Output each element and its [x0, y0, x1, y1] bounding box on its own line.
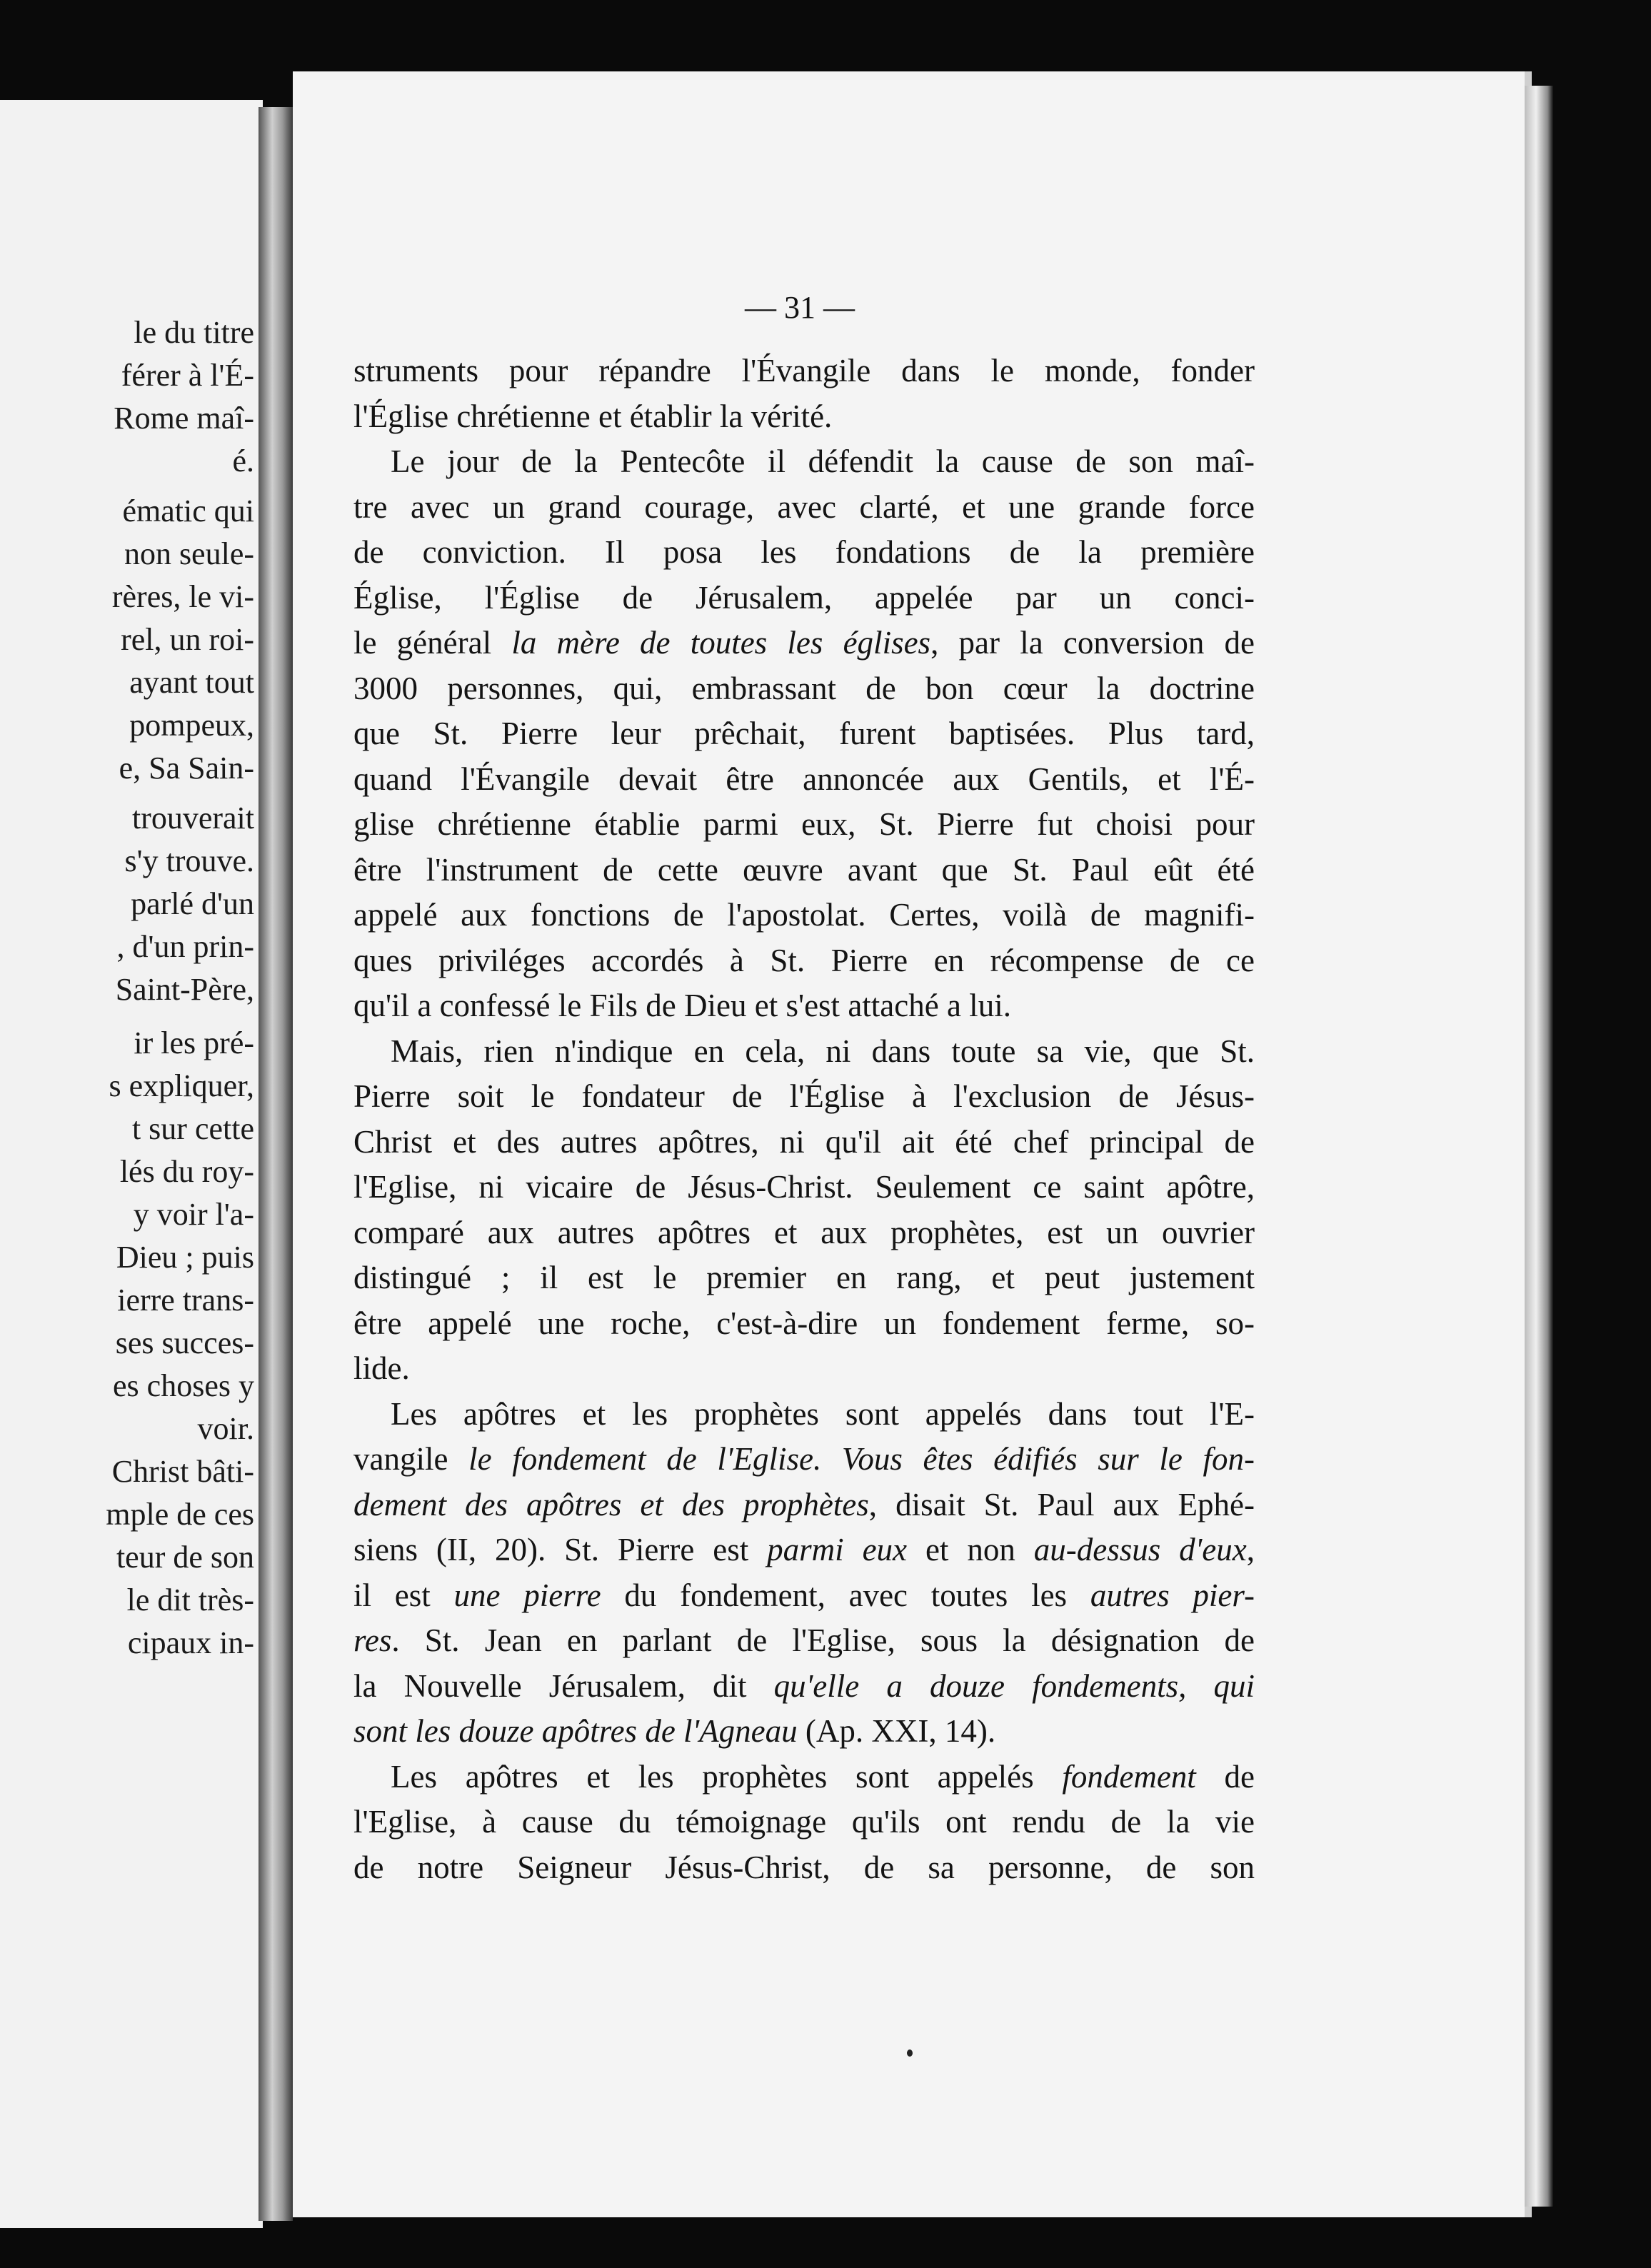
left-page-line: y voir l'a- — [133, 1197, 254, 1232]
left-page-line: ayant tout — [129, 665, 254, 700]
left-page-line: ierre trans- — [117, 1283, 254, 1318]
text-line — [353, 893, 1255, 938]
left-page-line: Christ bâti- — [111, 1454, 254, 1489]
text-line — [353, 439, 1255, 485]
text-run: il est — [353, 1577, 454, 1613]
text-line — [353, 485, 1255, 531]
text-run: distingué ; il est le premier en rang, et peut justement — [353, 1260, 1255, 1295]
left-page-line: Rome maî- — [114, 401, 254, 436]
text-line — [353, 394, 1255, 440]
left-page-line: lés du roy- — [119, 1154, 254, 1189]
left-page-line: rel, un roi- — [121, 622, 254, 657]
text-run: Les apôtres et les prophètes sont appelés dans tout l'E- — [391, 1395, 1255, 1432]
text-run: que St. Pierre leur prêchait, furent baptisées. Plus tard, — [353, 716, 1255, 751]
text-run: ques priviléges accordés à St. Pierre en récompense de ce — [353, 942, 1255, 978]
text-line — [353, 1664, 1255, 1710]
left-page-line: le dit très- — [126, 1582, 254, 1617]
left-page-line: é. — [232, 443, 254, 478]
body-text — [353, 348, 1255, 1890]
text-run: du fondement, avec toutes les — [601, 1577, 1090, 1613]
italic-text: dement des apôtres et des prophètes — [353, 1486, 869, 1522]
left-page-line: cipaux in- — [127, 1625, 254, 1660]
text-line — [353, 666, 1255, 712]
text-run: lide. — [353, 1350, 410, 1386]
left-page-line: ématic qui — [122, 493, 254, 528]
italic-text: une pierre — [453, 1577, 601, 1613]
book-gutter — [259, 107, 293, 2221]
text-line — [353, 1210, 1255, 1256]
text-run: de — [1195, 1758, 1255, 1795]
text-run: l'Eglise, ni vicaire de Jésus-Christ. Seulement ce saint apôtre, — [353, 1169, 1255, 1205]
left-page-line: ses succes- — [115, 1325, 254, 1360]
left-page-line: es choses y — [113, 1368, 254, 1403]
italic-text: qu'elle a douze fondements, qui — [773, 1667, 1255, 1704]
text-line — [353, 983, 1255, 1029]
text-line — [353, 1527, 1255, 1573]
italic-text: fondement — [1062, 1758, 1196, 1795]
text-line — [353, 1573, 1255, 1619]
left-page-line: rères, le vi- — [111, 579, 254, 614]
left-page-line: mple de ces — [106, 1497, 254, 1532]
left-page-line: ir les pré- — [134, 1025, 254, 1060]
text-run: Pierre soit le fondateur de l'Église à l'exclusion de Jésus- — [353, 1078, 1255, 1114]
left-page-line: e, Sa Sain- — [119, 751, 254, 786]
text-line — [353, 1120, 1255, 1165]
italic-text: parmi eux — [767, 1532, 908, 1567]
text-line — [353, 938, 1255, 984]
text-line — [353, 711, 1255, 757]
left-page-line: , d'un prin- — [116, 929, 254, 964]
text-run: l'Église chrétienne et établir la vérité. — [353, 398, 833, 434]
ink-speck — [907, 2049, 913, 2057]
left-page-line: le du titre — [134, 315, 254, 350]
page-number: — 31 — — [745, 290, 855, 325]
left-page-line: férer à l'É- — [121, 358, 254, 393]
text-run: siens (II, 20). St. Pierre est — [353, 1532, 768, 1567]
text-run: quand l'Évangile devait être annoncée aux Gentils, et l'É- — [353, 761, 1255, 797]
italic-text: res — [353, 1622, 392, 1658]
italic-text: sont les douze apôtres de l'Agneau — [353, 1713, 798, 1749]
italic-text: autres pier- — [1090, 1577, 1255, 1613]
text-line — [353, 1437, 1255, 1482]
text-line — [353, 757, 1255, 803]
text-line — [353, 1392, 1255, 1437]
text-run: appelé aux fonctions de l'apostolat. Certes, voilà de magnifi- — [353, 897, 1255, 933]
text-line — [353, 530, 1255, 576]
text-run: , par la conversion de — [930, 625, 1255, 661]
page-edge — [1525, 86, 1553, 2207]
text-run: être l'instrument de cette œuvre avant que St. Paul eût été — [353, 851, 1255, 888]
text-run: être appelé une roche, c'est-à-dire un fondement ferme, so- — [353, 1305, 1255, 1341]
text-run: (Ap. XXI, 14). — [797, 1713, 996, 1749]
text-line — [353, 576, 1255, 621]
text-run: le général — [353, 625, 512, 661]
left-page-line: trouverait — [131, 801, 254, 836]
text-line — [353, 1800, 1255, 1845]
left-page-line: non seule- — [124, 536, 254, 571]
text-run: comparé aux autres apôtres et aux prophètes, est un ouvrier — [353, 1214, 1255, 1250]
text-run: . St. Jean en parlant de l'Eglise, sous la désignation de — [391, 1622, 1255, 1658]
text-run: vangile — [353, 1441, 469, 1477]
text-line — [353, 1301, 1255, 1347]
text-line — [353, 1165, 1255, 1210]
text-run: de conviction. Il posa les fondations de la première — [353, 534, 1255, 570]
text-run: , disait St. Paul aux Ephé- — [868, 1486, 1255, 1522]
left-page-line: teur de son — [116, 1540, 254, 1575]
text-line — [353, 1755, 1255, 1800]
text-run: qu'il a confessé le Fils de Dieu et s'est attaché a lui. — [353, 988, 1011, 1023]
text-run: et non — [907, 1532, 1034, 1567]
text-line — [353, 1482, 1255, 1528]
text-line — [353, 1074, 1255, 1120]
text-line — [353, 348, 1255, 394]
italic-text: au-dessus d'eux — [1033, 1532, 1247, 1567]
left-page-line: s expliquer, — [109, 1068, 254, 1103]
text-run: , — [1246, 1532, 1255, 1567]
text-run: Les apôtres et les prophètes sont appelés — [391, 1758, 1063, 1795]
left-page-line: s'y trouve. — [124, 843, 254, 878]
text-run: glise chrétienne établie parmi eux, St. Pierre fut choisi pour — [353, 806, 1255, 842]
text-line — [353, 1618, 1255, 1664]
italic-text: le fondement de l'Eglise. Vous êtes édifiés sur le fon- — [468, 1441, 1255, 1477]
text-run: Église, l'Église de Jérusalem, appelée par un conci- — [353, 579, 1255, 616]
left-page-line: pompeux, — [129, 708, 254, 743]
left-page-line: Saint-Père, — [115, 972, 254, 1007]
text-line — [353, 802, 1255, 848]
text-line — [353, 1845, 1255, 1891]
text-run: struments pour répandre l'Évangile dans le monde, fonder — [353, 353, 1255, 388]
text-run: 3000 personnes, qui, embrassant de bon cœur la doctrine — [353, 670, 1255, 706]
left-page-fragment — [0, 100, 263, 2228]
left-page-line: parlé d'un — [131, 886, 254, 921]
left-page-line: Dieu ; puis — [116, 1240, 254, 1275]
left-page-line: t sur cette — [131, 1111, 254, 1146]
text-run: la Nouvelle Jérusalem, dit — [353, 1667, 774, 1704]
text-line — [353, 621, 1255, 666]
text-run: Christ et des autres apôtres, ni qu'il ait été chef principal de — [353, 1123, 1255, 1160]
text-run: Le jour de la Pentecôte il défendit la cause de son maî- — [391, 443, 1255, 479]
text-line — [353, 848, 1255, 893]
text-line — [353, 1709, 1255, 1755]
text-run: tre avec un grand courage, avec clarté, et une grande force — [353, 488, 1255, 525]
text-line — [353, 1346, 1255, 1392]
text-run: Mais, rien n'indique en cela, ni dans toute sa vie, que St. — [391, 1033, 1255, 1069]
italic-text: la mère de toutes les églises — [511, 625, 931, 661]
left-page-line: voir. — [197, 1411, 254, 1446]
text-line — [353, 1029, 1255, 1075]
text-run: l'Eglise, à cause du témoignage qu'ils ont rendu de la vie — [353, 1804, 1255, 1840]
text-run: de notre Seigneur Jésus-Christ, de sa personne, de son — [353, 1849, 1255, 1885]
text-line — [353, 1255, 1255, 1301]
